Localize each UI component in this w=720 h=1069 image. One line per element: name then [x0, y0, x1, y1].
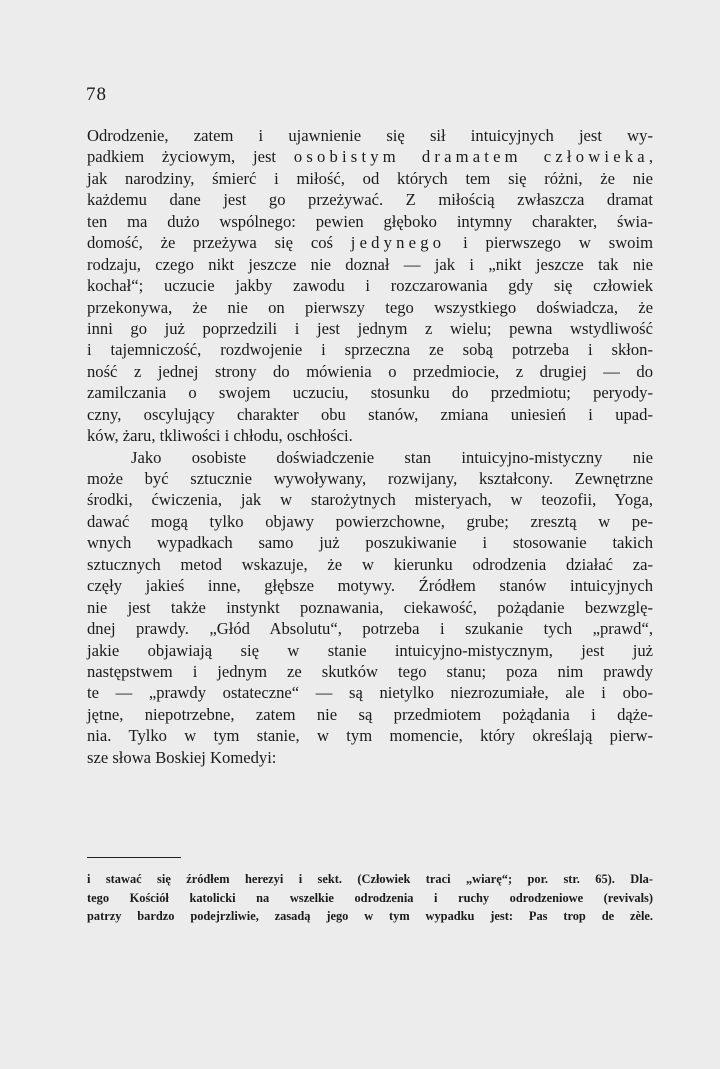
text-run: , [648, 147, 653, 167]
text-line [87, 511, 653, 532]
text-line [87, 382, 653, 403]
text-line [87, 168, 653, 189]
text-run: dawać mogą tylko objawy powierzchowne, grube; zresztą w pe- [87, 511, 653, 531]
text-run: inni go już poprzedzili i jest jednym z wielu; pewna wstydliwość [87, 318, 653, 338]
text-run: jak narodziny, śmierć i miłość, od których tem się różni, że nie [87, 168, 653, 188]
text-line [87, 211, 653, 232]
text-line [87, 125, 653, 146]
text-line [87, 682, 653, 703]
text-line [87, 275, 653, 296]
text-line [87, 747, 653, 768]
footnote-line: patrzy bardzo podejrzliwie, zasadą jego w tym wypadku jest: Pas trop de zèle. [87, 909, 653, 924]
footnote-line: tego Kościół katolicki na wszelkie odrodzenia i ruchy odrodzeniowe (revivals) [87, 890, 653, 905]
paragraph-2 [87, 447, 653, 769]
text-line [87, 489, 653, 510]
text-run: domość, że przeżywa się coś [87, 233, 351, 253]
text-run: kochał“; uczucie jakby zawodu i rozczarowania gdy się człowiek [87, 276, 653, 296]
text-run: nia. Tylko w tym stanie, w tym momencie, który określają pierw- [87, 726, 653, 746]
text-run: może być sztucznie wywoływany, rozwijany, kształcony. Zewnętrzne [87, 469, 653, 488]
text-run: padkiem życiowym, jest [87, 147, 294, 167]
text-line [87, 618, 653, 639]
text-run: wnych wypadkach samo już poszukiwanie i stosowanie takich [87, 533, 653, 553]
text-run: ten ma dużo wspólnego: pewien głęboko intymny charakter, świa- [87, 211, 653, 231]
text-run: nie jest także instynkt poznawania, ciekawość, pożądanie bezwzglę- [87, 597, 653, 617]
text-run: i pierwszego w swoim [445, 233, 653, 253]
text-line [87, 640, 653, 661]
text-line [87, 361, 653, 382]
footnote [87, 870, 653, 926]
text-run: czny, oscylujący charakter obu stanów, zmiana uniesień i upad- [87, 404, 653, 424]
text-line [87, 232, 653, 253]
page-number: 78 [86, 84, 107, 105]
text-run: ków, żaru, tkliwości i chłodu, oschłości. [87, 426, 353, 446]
text-run: dnej prawdy. „Głód Absolutu“, potrzeba i szukanie tych „prawd“, [87, 619, 653, 639]
text-line [87, 189, 653, 210]
text-line [87, 425, 653, 446]
text-line [87, 554, 653, 575]
text-run: jakie objawiają się w stanie intuicyjno-mistycznym, jest już [87, 640, 653, 660]
footnote-line: i stawać się źródłem herezyi i sekt. (Człowiek traci „wiarę“; por. str. 65). Dla- [87, 872, 653, 886]
text-line [87, 532, 653, 553]
text-line [87, 254, 653, 275]
text-line [87, 661, 653, 682]
text-run: Jako osobiste doświadczenie stan intuicyjno-mistyczny nie [131, 447, 653, 467]
text-run: i tajemniczość, rozdwojenie i sprzeczna ze sobą potrzeba i skłon- [87, 340, 653, 360]
text-run: następstwem i jednym ze skutków tego stanu; poza nim prawdy [87, 661, 653, 681]
text-run: ność z jednej strony do mówienia o przedmiocie, z drugiej — do [87, 361, 653, 381]
text-run: środki, ćwiczenia, jak w starożytnych misteryach, w teozofii, Yoga, [87, 490, 653, 510]
text-line [87, 297, 653, 318]
text-run: Odrodzenie, zatem i ujawnienie się sił intuicyjnych jest wy- [87, 126, 653, 145]
text-line [87, 575, 653, 596]
text-line [87, 447, 653, 468]
text-run: te — „prawdy ostateczne“ — są nietylko niezrozumiałe, ale i obo- [87, 683, 653, 703]
emphasized-text: osobistym dramatem człowieka [293, 147, 649, 167]
text-run: sze słowa Boskiej Komedyi: [87, 747, 277, 767]
text-line [87, 318, 653, 339]
text-line [87, 597, 653, 618]
text-run: przekonywa, że nie on pierwszy tego wszystkiego doświadcza, że [87, 297, 653, 317]
text-line [87, 725, 653, 746]
text-run: częły jakieś inne, głębsze motywy. Źródłem stanów intuicyjnych [87, 576, 653, 596]
text-run: każdemu dane jest go przeżywać. Z miłością zwłaszcza dramat [87, 190, 653, 210]
text-line [87, 704, 653, 725]
text-line [87, 404, 653, 425]
text-line [87, 339, 653, 360]
emphasized-text: jedynego [350, 233, 446, 253]
text-line [87, 468, 653, 489]
text-run: jętne, niepotrzebne, zatem nie są przedmiotem pożądania i dąże- [87, 704, 653, 724]
text-run: rodzaju, czego nikt jeszcze nie doznał — jak i „nikt jeszcze tak nie [87, 254, 653, 274]
text-run: sztucznych metod wskazuje, że w kierunku odrodzenia działać za- [87, 554, 653, 574]
paragraph-1 [87, 125, 653, 447]
text-line [87, 146, 653, 167]
text-run: zamilczania o swojem uczuciu, stosunku do przedmiotu; peryody- [87, 383, 653, 403]
footnote-divider [87, 857, 181, 858]
body-text [87, 125, 653, 768]
